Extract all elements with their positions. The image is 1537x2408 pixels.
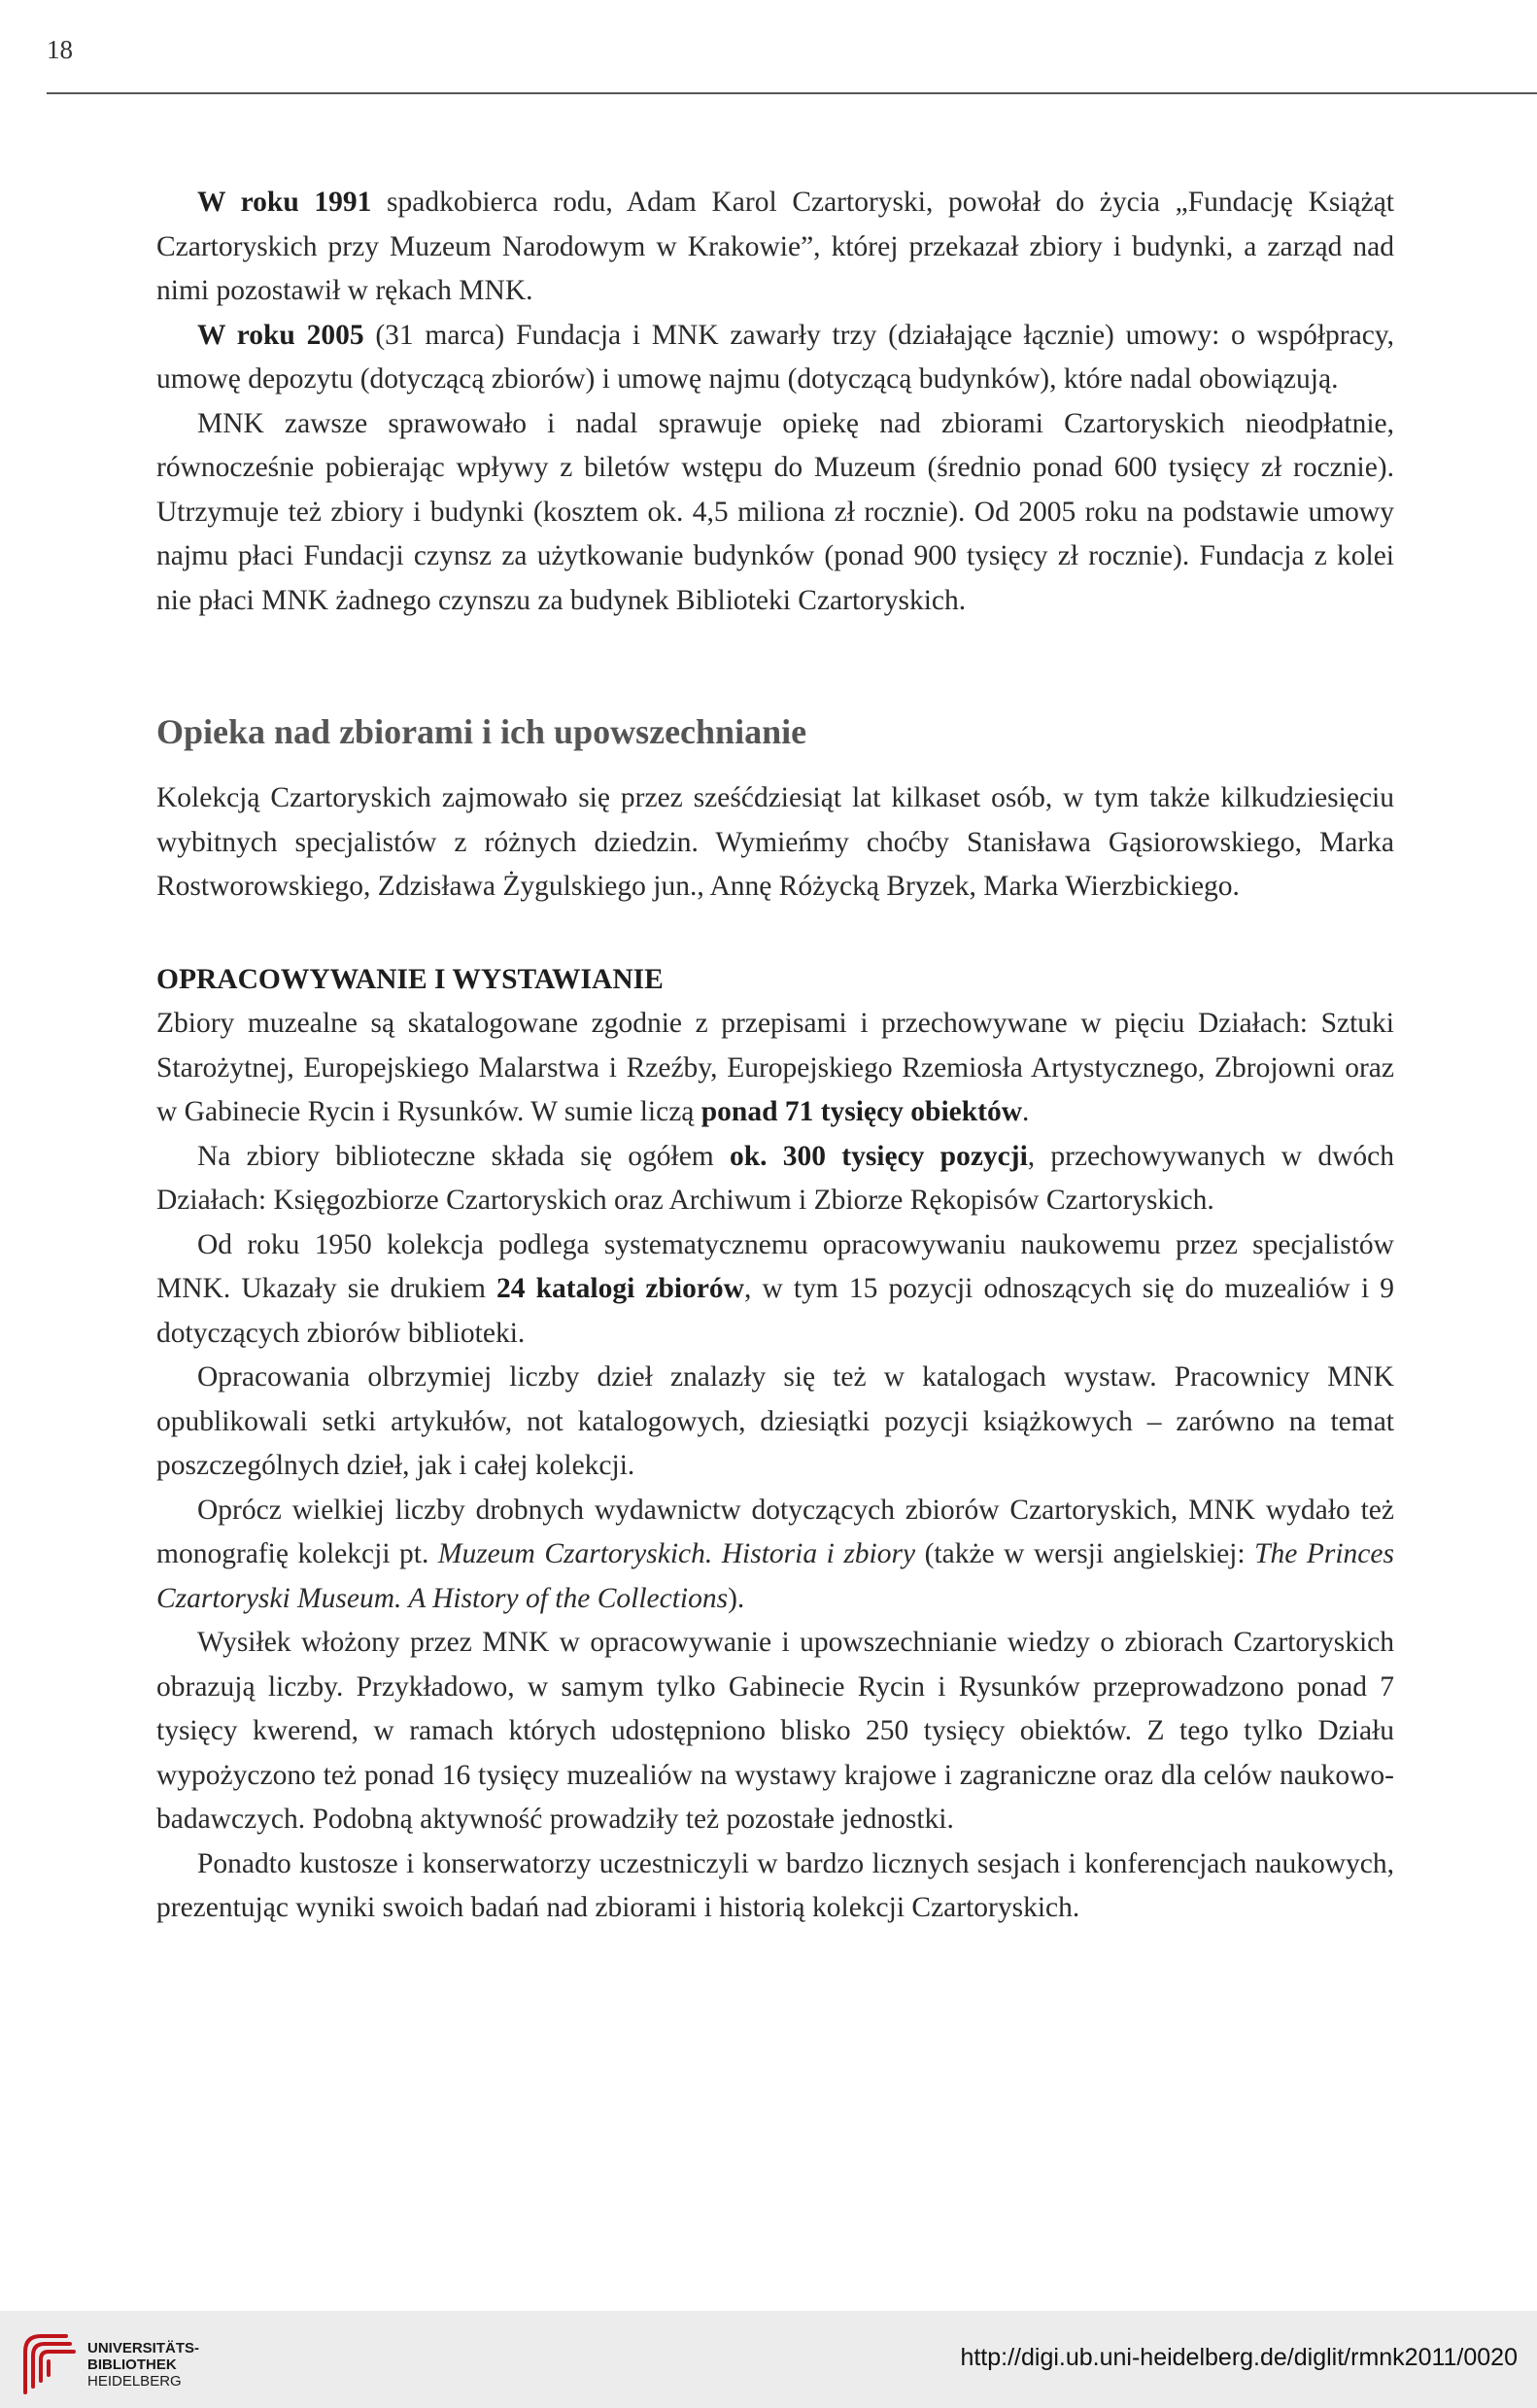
subsection-paragraph-3-end: , w tym 15 pozycji odnoszących się do muzealiów i 9 dotyczących zbiorów biblioteki. — [156, 1273, 1395, 1349]
header-rule — [47, 92, 1537, 94]
subsection-paragraph-2-end: , przechowywanych w dwóch Działach: Księgozbiorze Czartoryskich oraz Archiwum i Zbiorze Rękopisów Czartoryskich. — [156, 1140, 1394, 1216]
intro-paragraph-1 — [156, 181, 1394, 314]
subsection-paragraph-4: Opracowania olbrzymiej liczby dzieł znalazły się też w katalogach wystaw. Pracownicy MNK opublikowali setki artykułów, not katalogowych, dziesiątki pozycji książkowych – zarówno na temat poszczególnych dzieł, jak i całej kolekcji. — [156, 1361, 1394, 1481]
source-url-link[interactable]: http://digi.ub.uni-heidelberg.de/diglit/rmnk2011/0020 — [960, 2344, 1518, 2371]
subsection-paragraph-2-text: Na zbiory biblioteczne składa się ogółem — [197, 1140, 730, 1172]
library-name-line-3: HEIDELBERG — [87, 2373, 182, 2390]
library-items-count: ok. 300 tysięcy pozycji — [729, 1140, 1028, 1172]
library-name-line-2: BIBLIOTHEK — [87, 2356, 177, 2373]
intro-year-2005: W roku 2005 — [197, 319, 364, 351]
intro-paragraph-1-text: spadkobierca rodu, Adam Karol Czartoryski, powołał do życia „Fundację Książąt Czartoryskich przy Muzeum Narodowym w Krakowie”, której przekazał zbiory i budynki, a zarząd nad nimi pozostawił w rękach MNK. — [156, 187, 1394, 306]
subsection-paragraph-3 — [156, 1223, 1394, 1357]
subsection-paragraph-1-end: . — [1022, 1096, 1030, 1127]
library-name-line-1: UNIVERSITÄTS- — [87, 2340, 200, 2356]
subsection-paragraph-1-text: Zbiory muzealne są skatalogowane zgodnie z przepisami i przechowywane w pięciu Działach: Sztuki Starożytnej, Europejskiego Malarstwa i Rzeźby, Europejskiego Rzemiosła Artystycznego, Zbrojowni oraz w Gabinecie Rycin i Rysunków. W sumie liczą — [156, 1008, 1394, 1127]
monograph-title-english: The Princes Czartoryski Museum. A History of the Collections — [156, 1538, 1394, 1614]
objects-count: ponad 71 tysięcy obiektów — [700, 1096, 1023, 1127]
subsection-paragraph-7: Ponadto kustosze i konserwatorzy uczestniczyli w bardzo licznych sesjach i konferencjach naukowych, prezentując wyniki swoich badań nad zbiorami i historią kolekcji Czartoryskich. — [156, 1847, 1394, 1923]
library-name — [87, 2340, 199, 2390]
intro-paragraph-2 — [156, 314, 1394, 402]
subsection-paragraph-1 — [156, 1002, 1394, 1135]
article-body — [156, 181, 1394, 1931]
section-heading: Opieka nad zbiorami i ich upowszechnianie — [156, 712, 807, 751]
subsection-paragraph-5-end: ). — [728, 1582, 745, 1614]
subsection-paragraph-5 — [156, 1489, 1394, 1622]
intro-year-1991: W roku 1991 — [197, 187, 372, 218]
subsection-heading: OPRACOWYWANIE I WYSTAWIANIE — [156, 963, 664, 995]
intro-paragraph-3: MNK zawsze sprawowało i nadal sprawuje opiekę nad zbiorami Czartoryskich nieodpłatnie, równocześnie pobierając wpływy z biletów wstępu do Muzeum (średnio ponad 600 tysięcy zł rocznie). Utrzymuje też zbiory i budynki (kosztem ok. 4,5 miliona zł rocznie). Od 2005 roku na podstawie umowy najmu płaci Fundacji czynsz za użytkowanie budynków (ponad 900 tysięcy zł rocznie). Fundacja z kolei nie płaci MNK żadnego czynszu za budynek Biblioteki Czartoryskich. — [156, 407, 1394, 616]
section-paragraph-1: Kolekcją Czartoryskich zajmowało się przez sześćdziesiąt lat kilkaset osób, w tym także kilkudziesięciu wybitnych specjalistów z różnych dziedzin. Wymieńmy choćby Stanisława Gąsiorowskiego, Marka Rostworowskiego, Zdzisława Żygulskiego jun., Annę Różycką Bryzek, Marka Wierzbickiego. — [156, 782, 1394, 902]
page-number: 18 — [47, 35, 73, 64]
subsection-paragraph-2 — [156, 1135, 1394, 1223]
subsection-paragraph-3-text: Od roku 1950 kolekcja podlega systematycznemu opracowywaniu naukowemu przez specjalistów MNK. Ukazały sie drukiem — [156, 1228, 1394, 1304]
subsection-paragraph-5-middle: (także w wersji angielskiej: — [915, 1538, 1255, 1569]
subsection-paragraph-6: Wysiłek włożony przez MNK w opracowywanie i upowszechnianie wiedzy o zbiorach Czartoryskich obrazują liczby. Przykładowo, w samym tylko Gabinecie Rycin i Rysunków przeprowadzono ponad 7 tysięcy kwerend, w ramach których udostępniono blisko 250 tysięcy obiektów. Z tego tylko Działu wypożyczono też ponad 16 tysięcy muzealiów na wystawy krajowe i zagraniczne oraz dla celów naukowo-badawczych. Podobną aktywność prowadziły też pozostałe jednostki. — [156, 1627, 1394, 1835]
catalogues-count: 24 katalogi zbiorów — [496, 1273, 744, 1304]
subsection-paragraph-5-text: Oprócz wielkiej liczby drobnych wydawnictw dotyczących zbiorów Czartoryskich, MNK wydało też monografię kolekcji pt. — [156, 1494, 1394, 1569]
intro-paragraph-2-text: (31 marca) Fundacja i MNK zawarły trzy (działające łącznie) umowy: o współpracy, umowę depozytu (dotyczącą zbiorów) i umowę najmu (dotyczącą budynków), które nadal obowiązują. — [156, 319, 1394, 395]
monograph-title: Muzeum Czartoryskich. Historia i zbiory — [437, 1538, 916, 1569]
footer-bar — [0, 2311, 1537, 2408]
heidelberg-library-logo-icon — [16, 2322, 78, 2396]
